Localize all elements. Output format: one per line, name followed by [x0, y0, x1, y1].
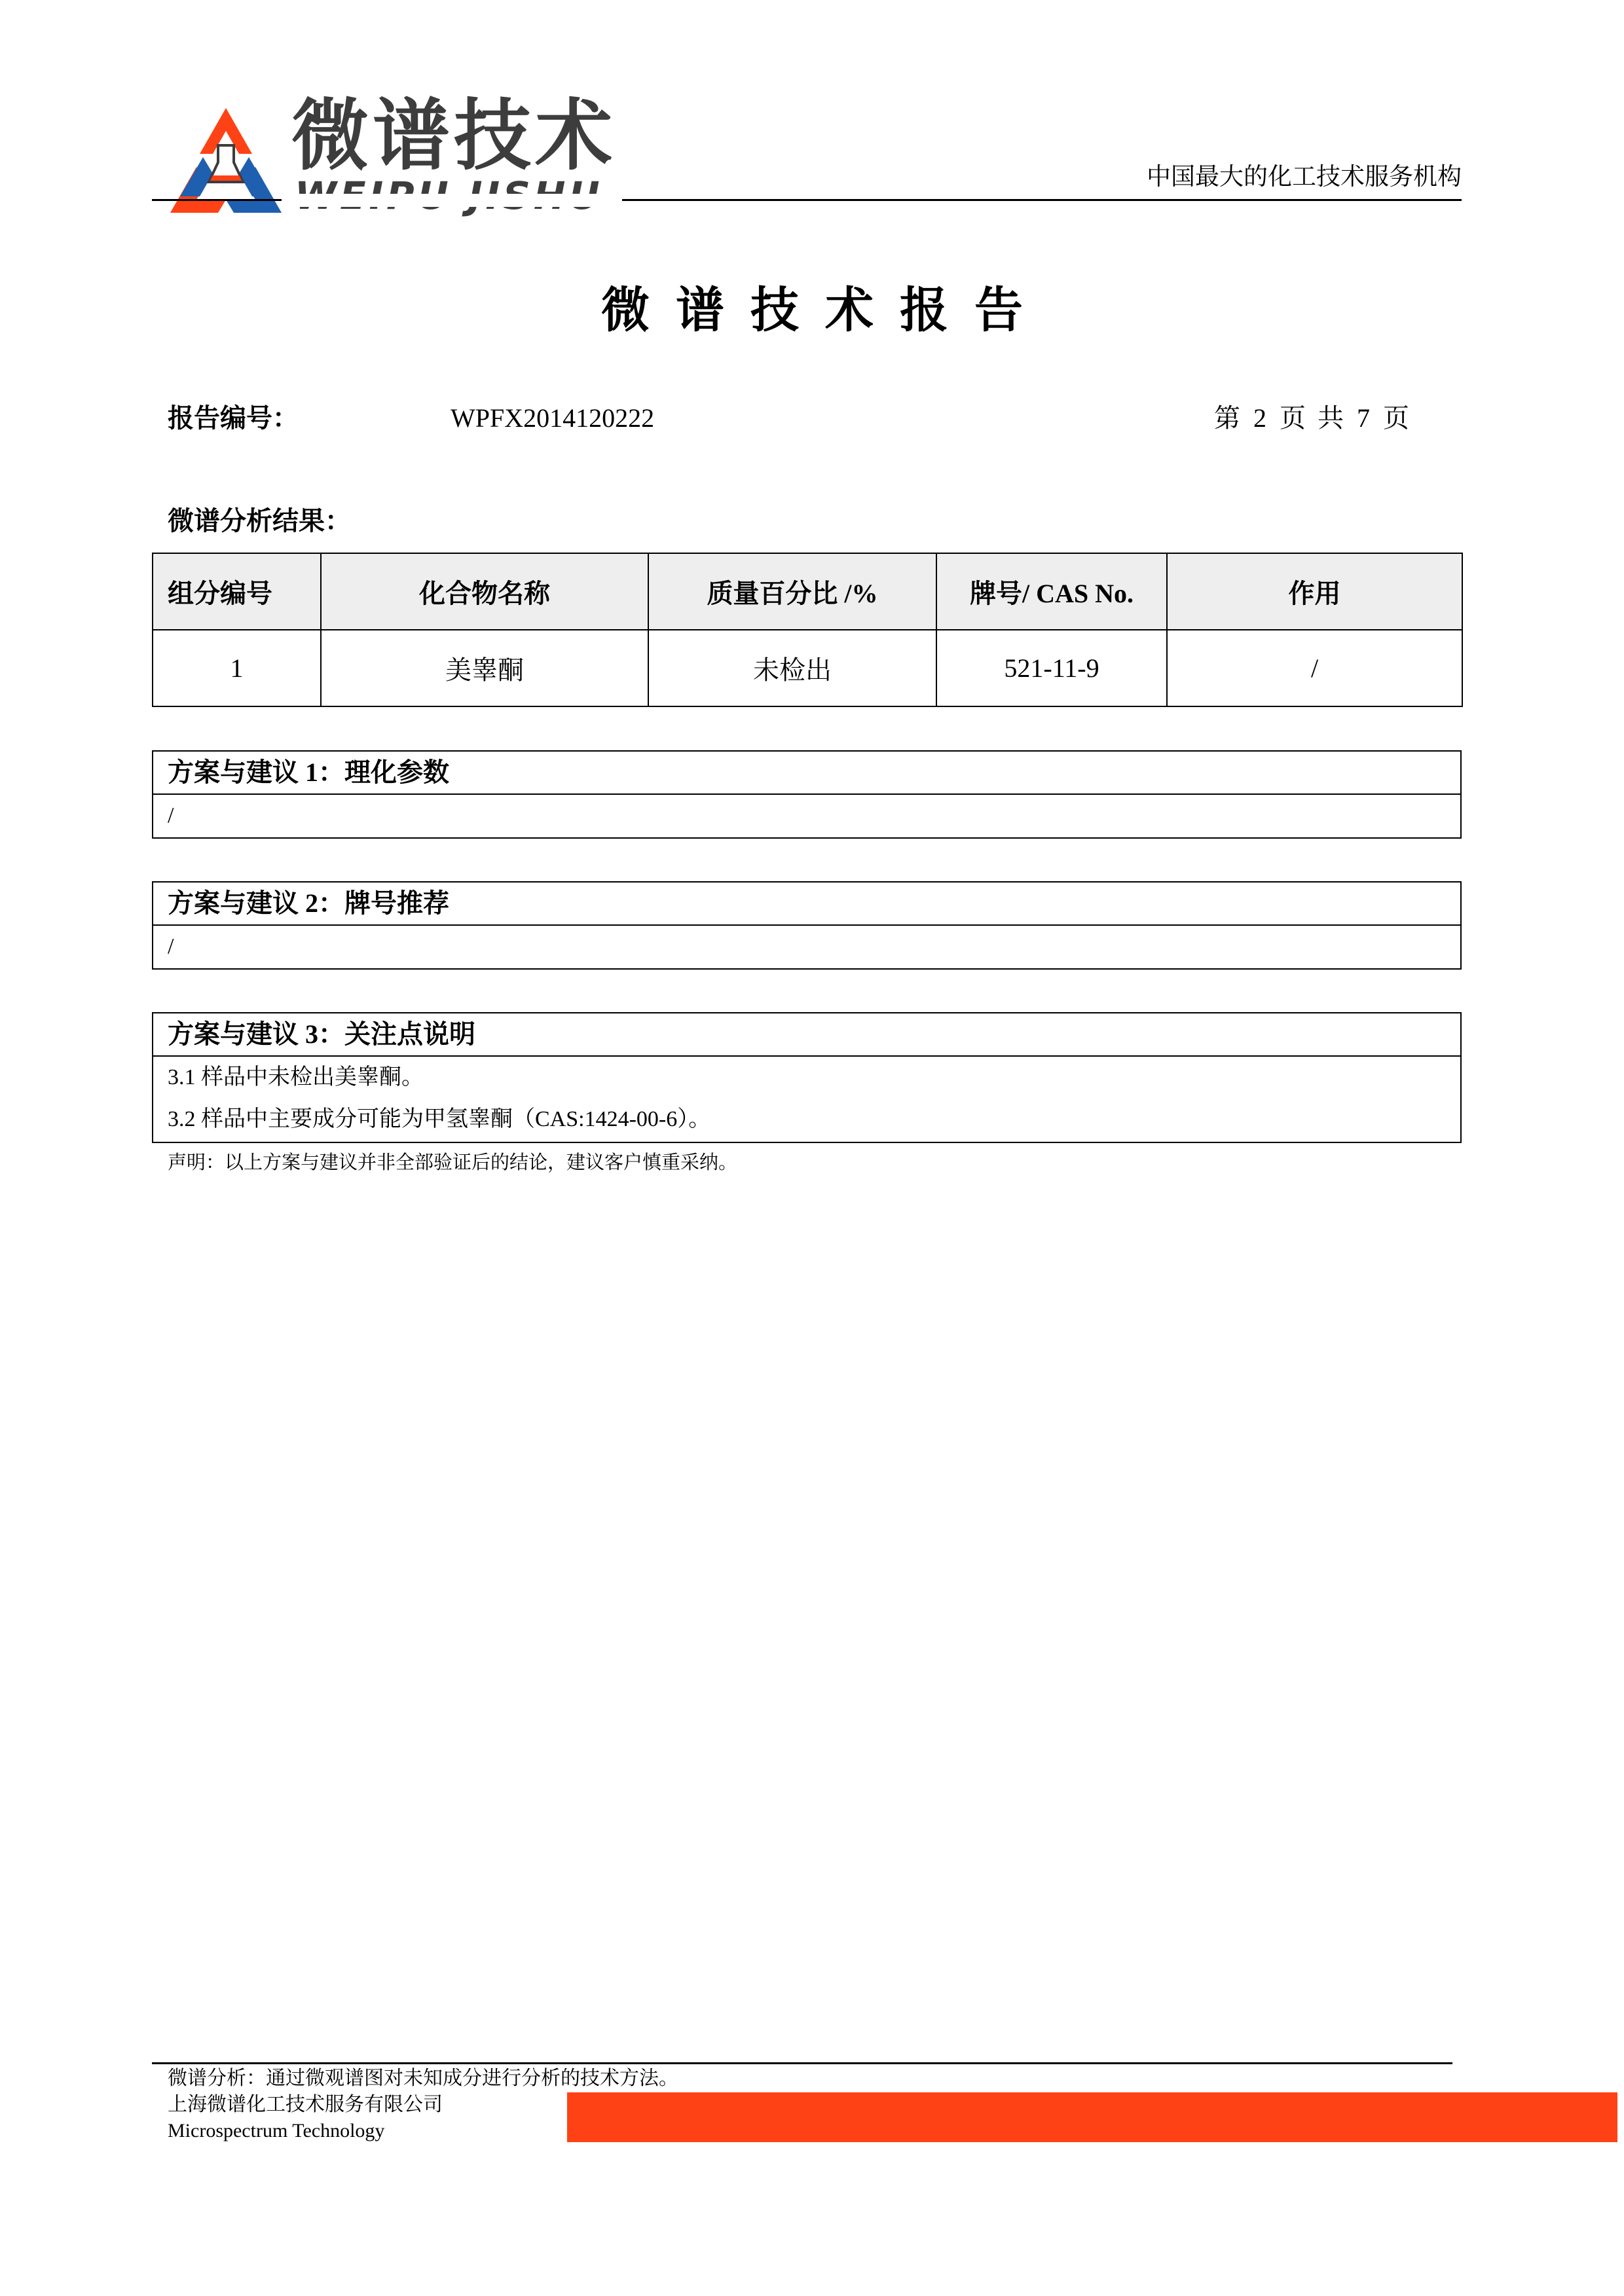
footer-company-name: 上海微谱化工技术服务有限公司: [168, 2094, 443, 2115]
table-cell: 521-11-9: [936, 630, 1167, 706]
column-header: 组分编号: [153, 553, 321, 630]
page-current: 2: [1253, 403, 1266, 433]
advice-line: /: [168, 934, 174, 958]
table-cell: 1: [153, 630, 321, 706]
header-tagline: 中国最大的化工技术服务机构: [1147, 164, 1462, 191]
advice-line: /: [168, 803, 174, 828]
header-divider-gap: [282, 194, 622, 207]
footer-line-1: 微谱分析：通过微观谱图对未知成分进行分析的技术方法。: [168, 2068, 678, 2089]
page-indicator: [1208, 405, 1416, 431]
advice-title: 方案与建议 2：牌号推荐: [153, 883, 1460, 926]
table-cell: 未检出: [648, 630, 936, 706]
advice-line: 3.1 样品中未检出美睾酮。: [168, 1065, 424, 1089]
page-mid: 页 共: [1280, 403, 1344, 433]
column-header: 化合物名称: [321, 553, 648, 630]
table-cell: 美睾酮: [321, 630, 648, 706]
column-header: 作用: [1167, 553, 1462, 630]
advice-box-3: [152, 1012, 1462, 1143]
results-heading: 微谱分析结果：: [168, 506, 351, 536]
table-cell: /: [1167, 630, 1462, 706]
column-header: 质量百分比 /%: [648, 553, 936, 630]
results-table: [152, 553, 1463, 707]
footer-brand-bar: [567, 2092, 1617, 2142]
page-prefix: 第: [1214, 403, 1240, 433]
advice-box-2: [152, 881, 1462, 970]
advice-title: 方案与建议 3：关注点说明: [153, 1013, 1460, 1057]
advice-box-1: [152, 750, 1462, 839]
report-number-value: WPFX2014120222: [451, 403, 655, 433]
document-title: 微谱技术报告: [601, 284, 1049, 338]
logo-chinese-wordmark: 微谱技术: [291, 90, 617, 181]
table-row: [153, 630, 1462, 706]
page-total: 7: [1357, 403, 1370, 433]
advice-title: 方案与建议 1：理化参数: [153, 752, 1460, 795]
footer-english-name: Microspectrum Technology: [168, 2120, 385, 2141]
page-suffix: 页: [1383, 403, 1409, 433]
disclaimer: 声明：以上方案与建议并非全部验证后的结论，建议客户慎重采纳。: [168, 1152, 738, 1173]
report-number-label: 报告编号：: [168, 403, 299, 433]
advice-line: 3.2 样品中主要成分可能为甲氢睾酮（CAS:1424-00-6）。: [168, 1107, 711, 1131]
column-header: 牌号/ CAS No.: [936, 553, 1167, 630]
footer-divider: [152, 2062, 1452, 2064]
table-header-row: [153, 553, 1462, 630]
